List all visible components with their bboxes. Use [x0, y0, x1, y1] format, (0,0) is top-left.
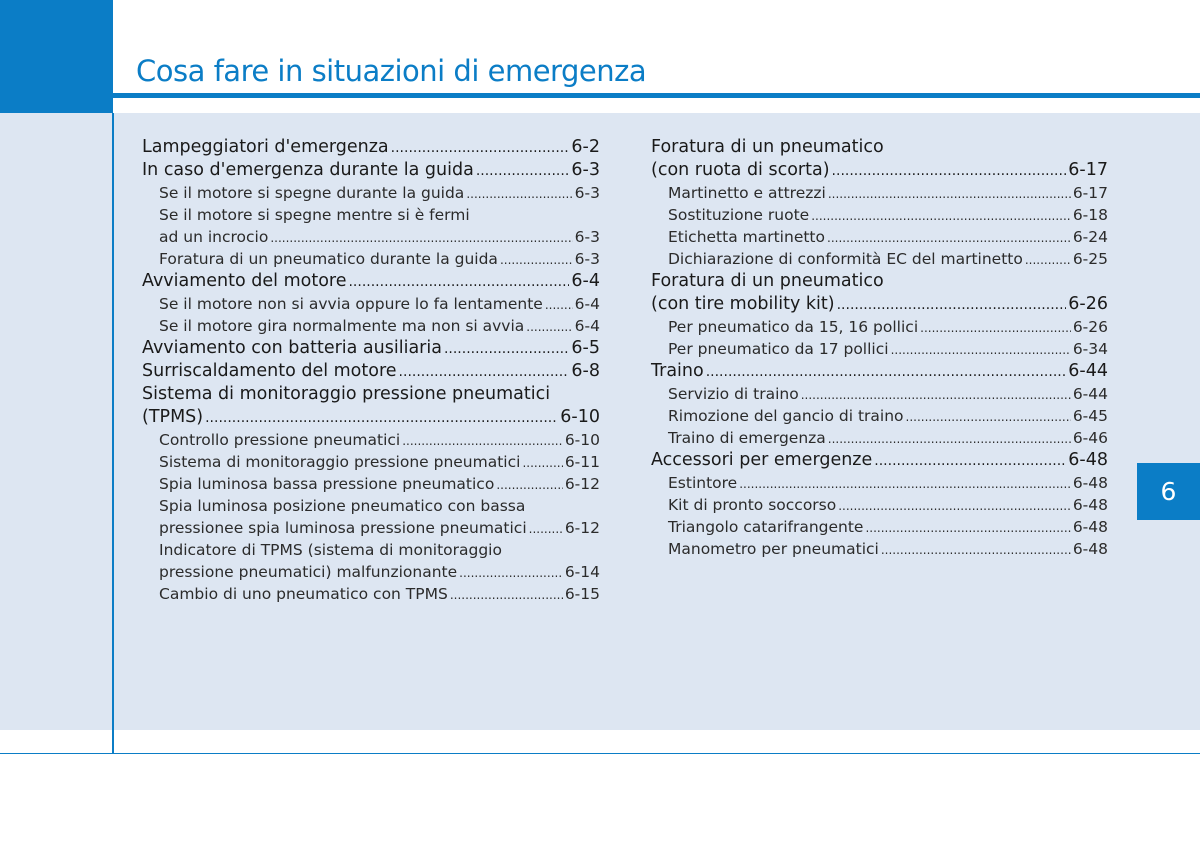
toc-entry-title: Dichiarazione di conformità EC del martinetto [668, 250, 1023, 268]
toc-subentry[interactable] [651, 226, 1108, 248]
leader-dots [706, 360, 1067, 384]
leader-dots [828, 427, 1071, 450]
toc-entry-page: 6-3 [574, 228, 600, 246]
toc-subentry[interactable] [142, 293, 600, 315]
toc-subentry[interactable] [142, 429, 600, 451]
toc-subentry[interactable] [651, 405, 1108, 427]
toc-entry-title: Per pneumatico da 17 pollici [668, 340, 889, 358]
toc-entry-page: 6-48 [1068, 450, 1108, 470]
toc-subentry[interactable] [142, 561, 600, 583]
leader-dots [459, 561, 563, 584]
leader-dots [811, 204, 1071, 227]
toc-entry-page: 6-4 [571, 271, 600, 291]
toc-entry-page: 6-48 [1072, 518, 1108, 536]
corner-color-block [0, 0, 113, 113]
toc-entry-title: In caso d'emergenza durante la guida [142, 160, 474, 180]
leader-dots [827, 226, 1071, 249]
toc-entry-title: Traino di emergenza [668, 429, 826, 447]
toc-entry-page: 6-48 [1072, 540, 1108, 558]
toc-subentry[interactable] [142, 248, 600, 270]
toc-entry-page: 6-26 [1072, 318, 1108, 336]
toc-subentry[interactable] [651, 494, 1108, 516]
leader-dots [444, 337, 569, 361]
toc-entry-title: (TPMS) [142, 407, 204, 427]
toc-entry[interactable] [142, 337, 600, 360]
leader-dots [205, 406, 558, 430]
toc-entry-title: ad un incrocio [159, 228, 269, 246]
toc-entry-page: 6-18 [1072, 206, 1108, 224]
toc-entry[interactable] [142, 270, 600, 293]
toc-entry-title: Servizio di traino [668, 385, 799, 403]
leader-dots [832, 159, 1067, 183]
toc-entry-page: 6-14 [564, 563, 600, 581]
leader-dots [399, 360, 570, 384]
leader-dots [450, 583, 563, 606]
toc-entry-page: 6-3 [574, 184, 600, 202]
toc-entry-title: Accessori per emergenze [651, 450, 873, 470]
toc-subentry[interactable] [142, 182, 600, 204]
toc-subentry[interactable] [651, 204, 1108, 226]
toc-entry-line1[interactable]: Foratura di un pneumatico [651, 271, 884, 291]
toc-entry-title: pressione pneumatici) malfunzionante [159, 563, 458, 581]
toc-entry-title: Se il motore non si avvia oppure lo fa lentamente [159, 295, 543, 313]
leader-dots [348, 270, 569, 294]
toc-entry-page: 6-24 [1072, 228, 1108, 246]
toc-entry-title: Cambio di uno pneumatico con TPMS [159, 585, 448, 603]
leader-dots [838, 494, 1071, 517]
toc-subentry[interactable] [651, 316, 1108, 338]
toc-entry-page: 6-26 [1068, 294, 1108, 314]
toc-entry-page: 6-17 [1068, 160, 1108, 180]
leader-dots [739, 472, 1071, 495]
leader-dots [526, 315, 572, 338]
leader-dots [837, 293, 1067, 317]
toc-entry-title: Controllo pressione pneumatici [159, 431, 401, 449]
toc-entry-title: Spia luminosa bassa pressione pneumatico [159, 475, 495, 493]
leader-dots [865, 516, 1070, 539]
toc-entry-page: 6-2 [571, 137, 600, 157]
toc-entry-page: 6-8 [571, 361, 600, 381]
toc-entry-page: 6-3 [574, 250, 600, 268]
leader-dots [466, 182, 572, 205]
toc-entry-page: 6-45 [1072, 407, 1108, 425]
toc-entry-title: Rimozione del gancio di traino [668, 407, 904, 425]
leader-dots [828, 182, 1071, 205]
toc-entry[interactable] [651, 360, 1108, 383]
toc-entry-title: Per pneumatico da 15, 16 pollici [668, 318, 919, 336]
toc-subentry[interactable] [651, 248, 1108, 270]
leader-dots [391, 136, 570, 160]
leader-dots [1025, 248, 1071, 271]
toc-subentry[interactable] [651, 338, 1108, 360]
toc-entry-title: (con tire mobility kit) [651, 294, 835, 314]
toc-entry-page: 6-11 [564, 453, 600, 471]
leader-dots [801, 383, 1071, 406]
toc-subentry-line1[interactable]: Spia luminosa posizione pneumatico con bassa [159, 497, 526, 515]
toc-subentry[interactable] [142, 517, 600, 539]
toc-entry-page: 6-44 [1072, 385, 1108, 403]
toc-entry-page: 6-4 [574, 317, 600, 335]
toc-entry-line1[interactable]: Foratura di un pneumatico [651, 137, 884, 157]
toc-entry-line1[interactable]: Sistema di monitoraggio pressione pneumatici [142, 384, 551, 404]
toc-subentry[interactable] [651, 427, 1108, 449]
toc-subentry-line1[interactable]: Indicatore di TPMS (sistema di monitoraggio [159, 541, 502, 559]
toc-entry-page: 6-4 [574, 295, 600, 313]
toc-entry-page: 6-10 [564, 431, 600, 449]
title-underline [113, 93, 1200, 98]
toc-entry[interactable] [651, 293, 1108, 316]
toc-entry-page: 6-46 [1072, 429, 1108, 447]
toc-subentry[interactable] [651, 182, 1108, 204]
toc-entry-page: 6-25 [1072, 250, 1108, 268]
toc-subentry[interactable] [651, 472, 1108, 494]
toc-entry-page: 6-10 [560, 407, 600, 427]
leader-dots [891, 338, 1071, 361]
left-margin-rule [112, 113, 114, 753]
toc-entry-page: 6-34 [1072, 340, 1108, 358]
toc-entry-title: Etichetta martinetto [668, 228, 825, 246]
leader-dots [402, 429, 563, 452]
toc-entry-title: Avviamento del motore [142, 271, 347, 291]
toc-entry[interactable] [651, 449, 1108, 472]
toc-entry-title: Triangolo catarifrangente [668, 518, 864, 536]
toc-entry-title: pressionee spia luminosa pressione pneumatici [159, 519, 527, 537]
toc-subentry-line1[interactable]: Se il motore si spegne mentre si è fermi [159, 206, 470, 224]
leader-dots [476, 159, 570, 183]
toc-entry-page: 6-15 [564, 585, 600, 603]
toc-right-column [651, 136, 1108, 560]
toc-subentry[interactable] [142, 473, 600, 495]
toc-entry-page: 6-3 [571, 160, 600, 180]
toc-entry[interactable] [142, 406, 600, 429]
leader-dots [529, 517, 563, 540]
leader-dots [270, 226, 572, 249]
toc-entry-page: 6-48 [1072, 474, 1108, 492]
page-title: Cosa fare in situazioni di emergenza [136, 54, 647, 88]
toc-entry-page: 6-12 [564, 519, 600, 537]
toc-entry[interactable] [142, 136, 600, 159]
toc-subentry[interactable] [651, 516, 1108, 538]
toc-entry[interactable] [651, 159, 1108, 182]
toc-left-column [142, 136, 600, 605]
leader-dots [545, 293, 573, 316]
toc-subentry[interactable] [142, 226, 600, 248]
toc-entry-title: Sostituzione ruote [668, 206, 810, 224]
toc-entry-page: 6-17 [1072, 184, 1108, 202]
leader-dots [874, 449, 1066, 473]
toc-subentry[interactable] [651, 383, 1108, 405]
toc-entry-title: Estintore [668, 474, 738, 492]
toc-entry-title: Manometro per pneumatici [668, 540, 879, 558]
bottom-rule [0, 753, 1200, 754]
toc-entry-title: Avviamento con batteria ausiliaria [142, 338, 442, 358]
toc-entry-page: 6-12 [564, 475, 600, 493]
toc-entry-title: Foratura di un pneumatico durante la guida [159, 250, 498, 268]
leader-dots [906, 405, 1071, 428]
toc-entry-title: Kit di pronto soccorso [668, 496, 837, 514]
toc-subentry[interactable] [651, 538, 1108, 560]
toc-entry[interactable] [142, 360, 600, 383]
chapter-tab[interactable]: 6 [1137, 463, 1200, 520]
toc-entry-page: 6-44 [1068, 361, 1108, 381]
toc-entry[interactable] [142, 159, 600, 182]
toc-entry-page: 6-5 [571, 338, 600, 358]
toc-subentry[interactable] [142, 451, 600, 473]
toc-entry-title: Se il motore gira normalmente ma non si avvia [159, 317, 525, 335]
toc-entry-title: Se il motore si spegne durante la guida [159, 184, 465, 202]
leader-dots [522, 451, 562, 474]
leader-dots [920, 316, 1071, 339]
toc-entry-title: Traino [651, 361, 704, 381]
toc-entry-title: Martinetto e attrezzi [668, 184, 826, 202]
leader-dots [496, 473, 563, 496]
toc-entry-title: Sistema di monitoraggio pressione pneumatici [159, 453, 521, 471]
toc-entry-title: Surriscaldamento del motore [142, 361, 397, 381]
leader-dots [881, 538, 1071, 561]
leader-dots [500, 248, 573, 271]
toc-subentry[interactable] [142, 583, 600, 605]
toc-subentry[interactable] [142, 315, 600, 337]
toc-entry-title: (con ruota di scorta) [651, 160, 830, 180]
toc-entry-page: 6-48 [1072, 496, 1108, 514]
toc-entry-title: Lampeggiatori d'emergenza [142, 137, 389, 157]
